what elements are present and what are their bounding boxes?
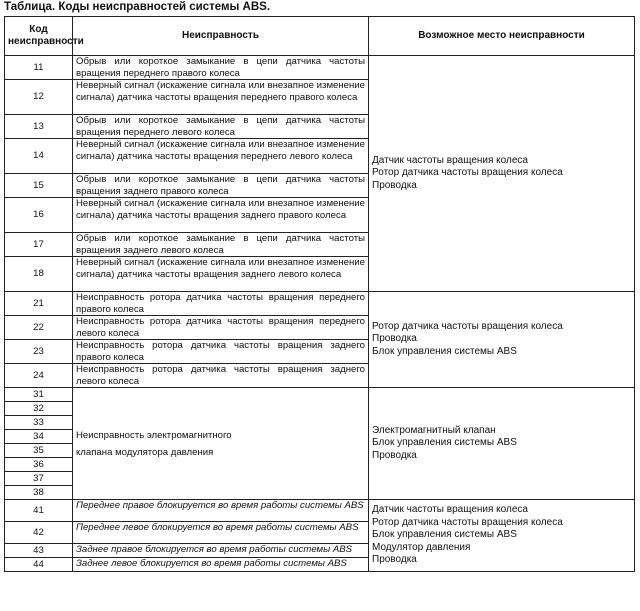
fault-cell: Заднее левое блокируется во время работы системы ABS [73, 558, 369, 572]
code-cell: 12 [5, 80, 73, 115]
code-cell: 13 [5, 115, 73, 139]
place-line: Датчик частоты вращения колеса [372, 504, 528, 516]
code-cell: 44 [5, 558, 73, 572]
code-cell: 17 [5, 233, 73, 257]
table-title: Таблица. Коды неисправностей системы ABS. [4, 1, 271, 13]
fault-cell: Заднее правое блокируется во время работы системы ABS [73, 544, 369, 558]
place-line: Проводка [372, 179, 417, 191]
place-line: Блок управления системы ABS [372, 345, 517, 357]
fault-cell: Переднее правое блокируется во время работы системы ABS [73, 500, 369, 522]
fault-cell: Обрыв или короткое замыкание в цепи датчика частоты вращения переднего правого колеса [73, 56, 369, 80]
code-cell: 42 [5, 522, 73, 544]
fault-cell: Неисправность ротора датчика частоты вращения заднего правого колеса [73, 340, 369, 364]
fault-cell: Обрыв или короткое замыкание в цепи датчика частоты вращения переднего левого колеса [73, 115, 369, 139]
code-cell: 43 [5, 544, 73, 558]
place-line: Проводка [372, 449, 417, 461]
fault-cell: Неверный сигнал (искажение сигнала или внезапное изменение сигнала) датчика частоты вращения переднего правого колеса [73, 80, 369, 115]
abs-codes-table [4, 16, 635, 572]
code-cell: 34 [5, 430, 73, 444]
code-cell: 32 [5, 402, 73, 416]
fault-cell: Неверный сигнал (искажение сигнала или внезапное изменение сигнала) датчика частоты вращения переднего левого колеса [73, 139, 369, 174]
fault-cell: Переднее левое блокируется во время работы системы ABS [73, 522, 369, 544]
place-line: Ротор датчика частоты вращения колеса [372, 167, 563, 179]
place-line: Электромагнитный клапан [372, 424, 496, 436]
code-cell: 36 [5, 458, 73, 472]
code-cell: 11 [5, 56, 73, 80]
code-cell: 23 [5, 340, 73, 364]
code-cell: 15 [5, 174, 73, 198]
code-cell: 21 [5, 292, 73, 316]
code-cell: 18 [5, 257, 73, 292]
header-place: Возможное место неисправности [369, 17, 635, 56]
place-cell-sensor [369, 56, 635, 292]
fault-cell: Обрыв или короткое замыкание в цепи датчика частоты вращения заднего левого колеса [73, 233, 369, 257]
fault-cell: Неисправность ротора датчика частоты вращения переднего левого колеса [73, 316, 369, 340]
code-cell: 22 [5, 316, 73, 340]
fault-cell: Обрыв или короткое замыкание в цепи датчика частоты вращения заднего правого колеса [73, 174, 369, 198]
header-fault: Неисправность [73, 17, 369, 56]
place-cell-rotor [369, 292, 635, 388]
place-line: Ротор датчика частоты вращения колеса [372, 320, 563, 332]
fault-cell: Неверный сигнал (искажение сигнала или внезапное изменение сигнала) датчика частоты вращения заднего правого колеса [73, 198, 369, 233]
header-code: Код неисправности [5, 17, 73, 56]
place-line: Блок управления системы ABS [372, 437, 517, 449]
code-cell: 31 [5, 388, 73, 402]
code-cell: 35 [5, 444, 73, 458]
fault-cell: Неверный сигнал (искажение сигнала или внезапное изменение сигнала) датчика частоты вращения заднего левого колеса [73, 257, 369, 292]
solenoid-desc: Неисправность электромагнитного клапана модулятора давления [76, 429, 232, 458]
code-cell: 33 [5, 416, 73, 430]
code-cell: 41 [5, 500, 73, 522]
place-line: Датчик частоты вращения колеса [372, 154, 528, 166]
fault-cell-solenoid [73, 388, 369, 500]
fault-cell: Неисправность ротора датчика частоты вращения переднего правого колеса [73, 292, 369, 316]
place-line: Проводка [372, 554, 417, 566]
place-line: Блок управления системы ABS [372, 529, 517, 541]
code-cell: 38 [5, 486, 73, 500]
code-cell: 24 [5, 364, 73, 388]
place-line: Проводка [372, 333, 417, 345]
place-cell-solenoid [369, 388, 635, 500]
code-cell: 37 [5, 472, 73, 486]
place-line: Ротор датчика частоты вращения колеса [372, 516, 563, 528]
code-cell: 16 [5, 198, 73, 233]
place-line: Модулятор давления [372, 541, 471, 553]
place-cell-lockup [369, 500, 635, 572]
code-cell: 14 [5, 139, 73, 174]
fault-cell: Неисправность ротора датчика частоты вращения заднего левого колеса [73, 364, 369, 388]
